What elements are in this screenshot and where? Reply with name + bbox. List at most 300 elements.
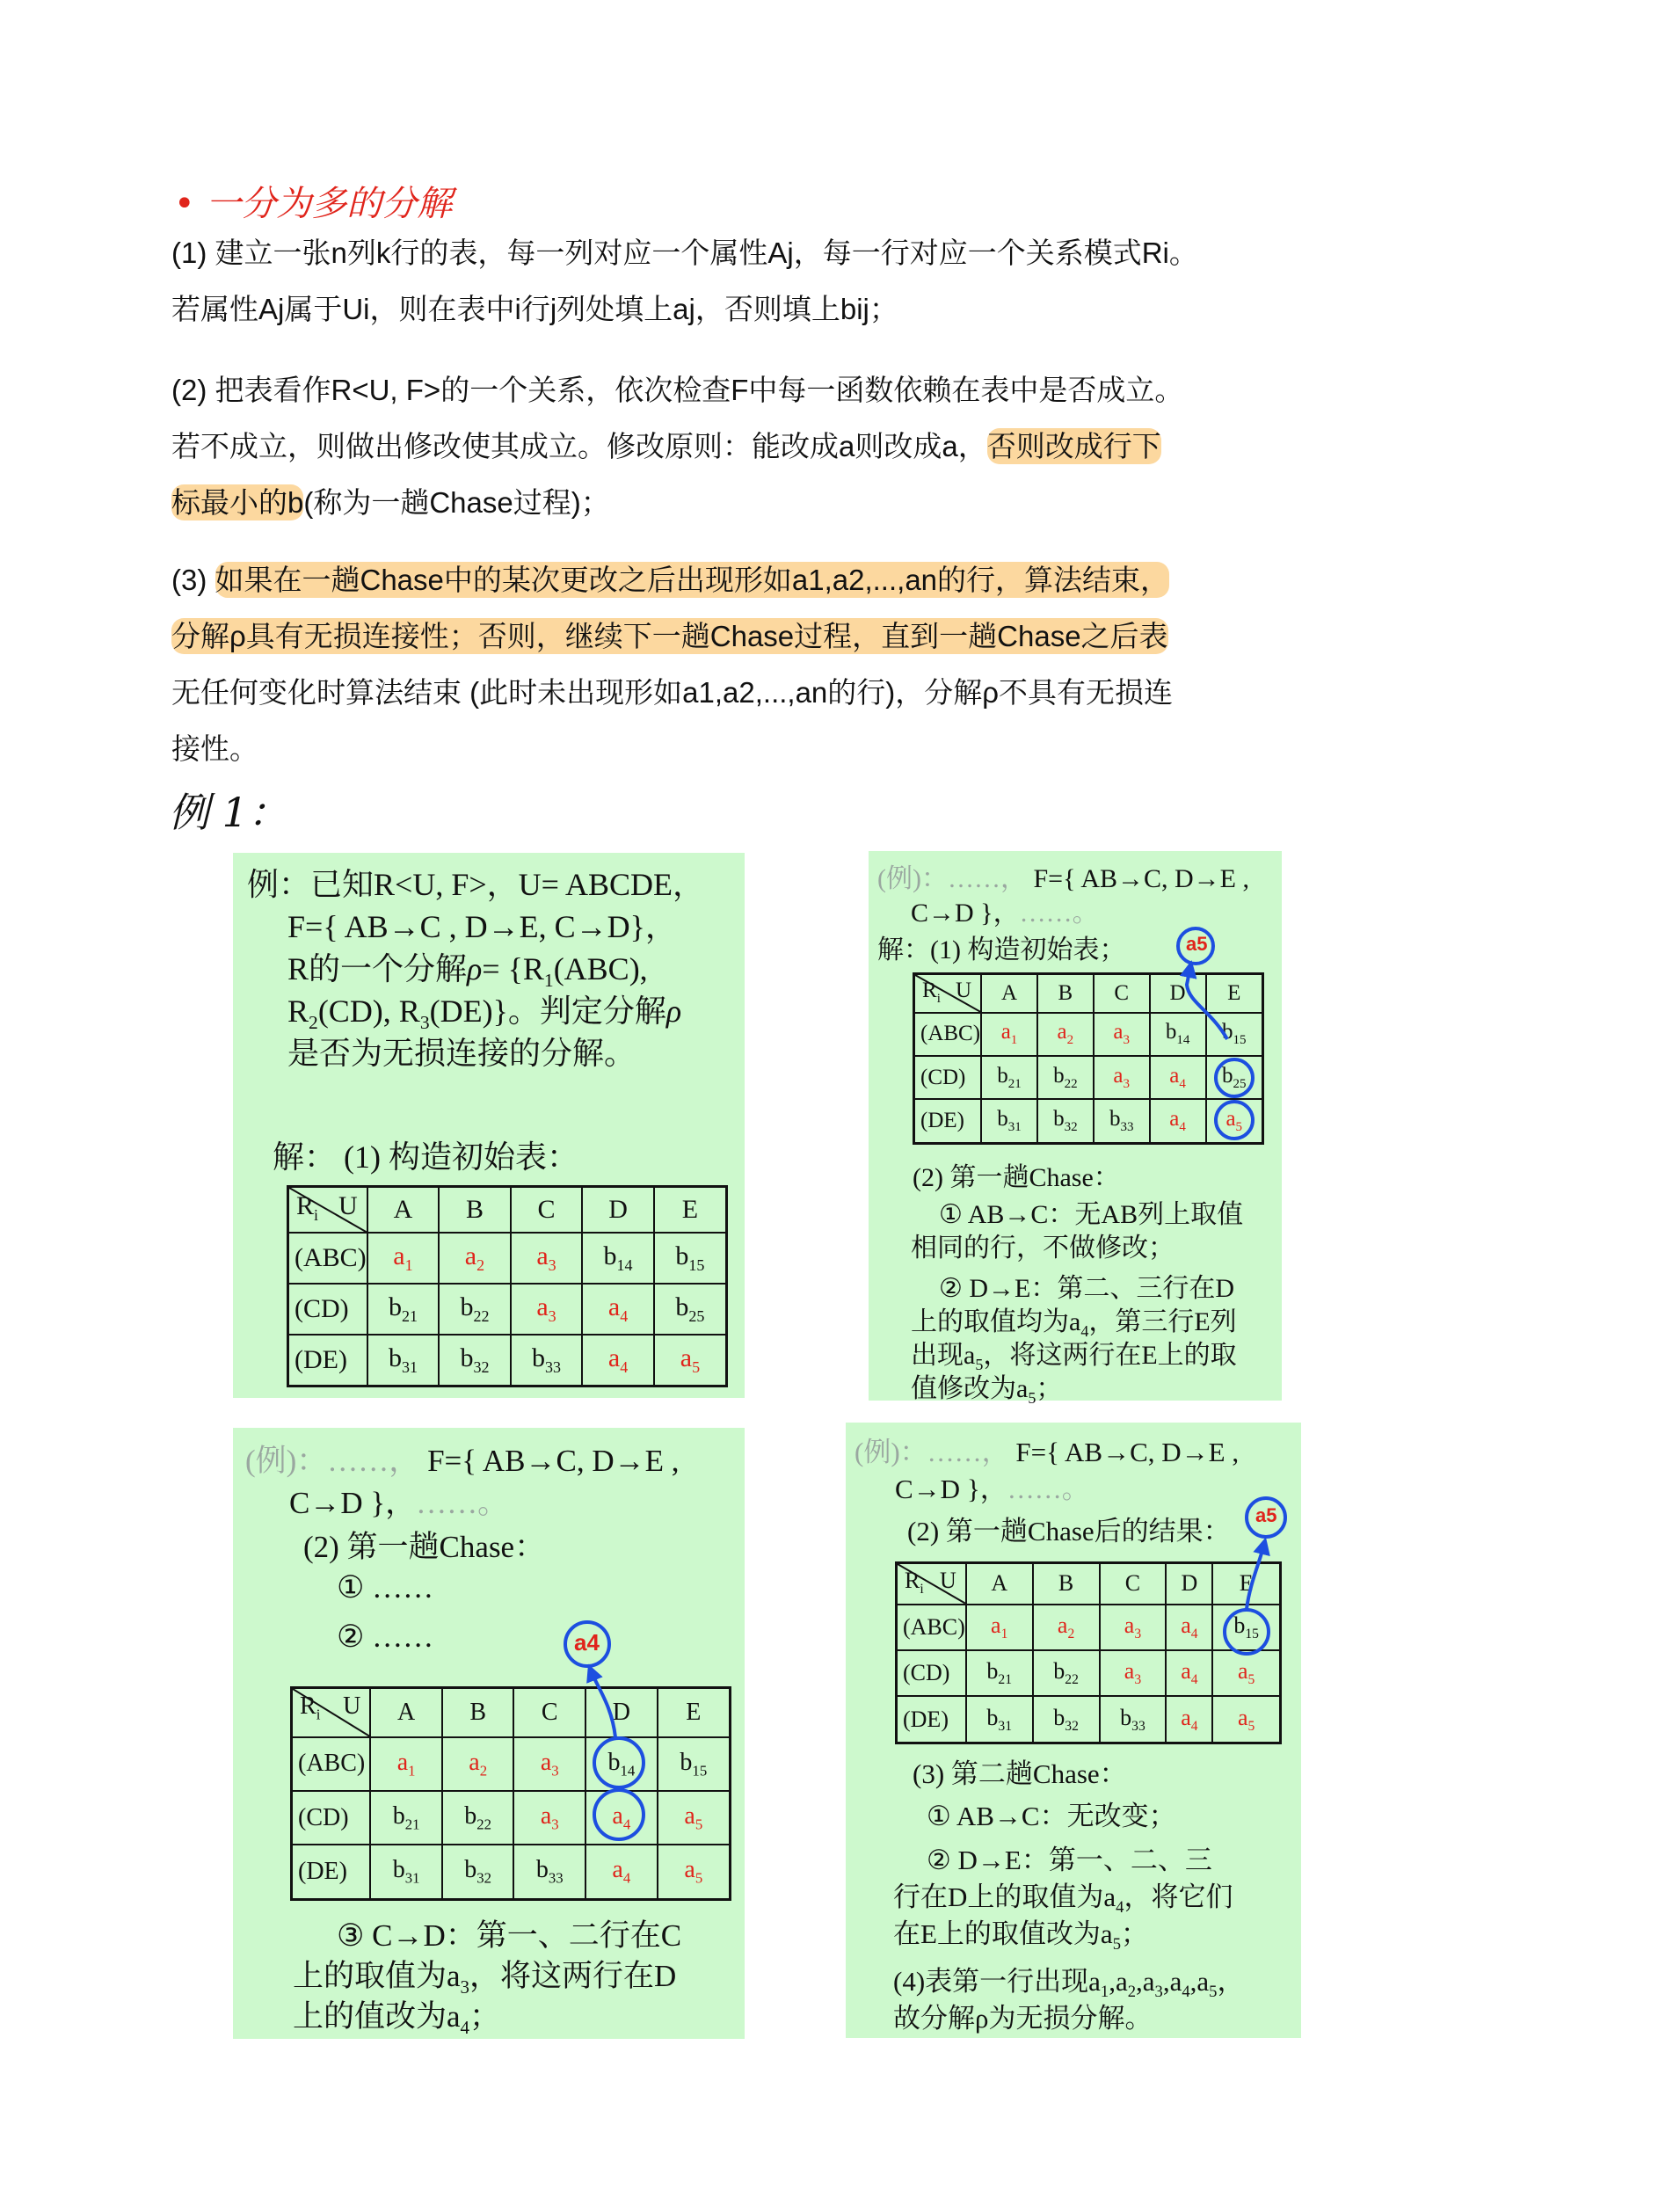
table-row (292, 1737, 731, 1791)
column-header-e: E (1212, 1563, 1280, 1605)
sub: i (316, 1706, 321, 1723)
panel1-line4b: (CD), R (317, 993, 420, 1029)
cell-subscript: 33 (545, 1357, 561, 1376)
chase-table-pass1-result (895, 1561, 1282, 1744)
step2-text (171, 362, 1288, 531)
table-cell (1212, 1696, 1280, 1743)
table-row (914, 1056, 1263, 1099)
cell-subscript: 22 (1065, 1672, 1079, 1688)
table-cell (582, 1335, 654, 1386)
column-header-d: D (585, 1688, 658, 1737)
column-header-c: C (1100, 1563, 1167, 1605)
cell-subscript: 4 (620, 1357, 629, 1376)
step3-prefix: (3) (171, 564, 215, 596)
cell-subscript: 32 (473, 1357, 490, 1376)
cell-symbol: b (460, 1292, 474, 1321)
table-header-row (292, 1688, 731, 1737)
column-header-c: C (513, 1688, 585, 1737)
table-cell (439, 1284, 511, 1335)
table-cell (511, 1335, 583, 1386)
cell-subscript: 1 (1010, 1033, 1018, 1048)
cell-symbol: b (680, 1748, 693, 1776)
sub: 2 (309, 1012, 318, 1034)
table-cell (367, 1233, 440, 1284)
panel3-line4: ① …… (337, 1570, 434, 1605)
header-corner-cell (292, 1688, 371, 1737)
panel1-line6: 解： (1) 构造初始表： (273, 1139, 578, 1175)
panel2-line3: 解：(1) 构造初始表； (877, 935, 1126, 964)
table-cell (1033, 1605, 1100, 1650)
header-u-label: U (956, 979, 972, 1002)
cell-subscript: 33 (548, 1869, 564, 1887)
table-header-row (914, 974, 1263, 1013)
row-header-cell: (ABC) (914, 1013, 982, 1056)
header-r-text: R (905, 1568, 920, 1593)
cell-symbol: b (1120, 1704, 1132, 1730)
row-header-cell: (DE) (288, 1335, 367, 1386)
panel1-line2: F={ AB→C , D→E, C→D}， (287, 909, 677, 944)
panel1-line5: 是否为无损连接的分解。 (287, 1036, 636, 1071)
panel2-line5: ① AB→C：无AB列上取值 (939, 1200, 1244, 1229)
panel1-line4a: R (287, 993, 309, 1029)
table-cell (1094, 1099, 1150, 1143)
cell-subscript: 25 (688, 1307, 705, 1325)
ellipsis-text: ……。 (1019, 899, 1099, 928)
panel4-line7b: ，将它们 (1124, 1881, 1233, 1912)
table-cell (442, 1845, 514, 1899)
row-header-cell: (DE) (897, 1696, 966, 1743)
panel4-line1-main: F={ AB→C, D→E , (1015, 1437, 1240, 1467)
cell-symbol: a (469, 1748, 480, 1776)
panel2-line1 (877, 856, 1249, 895)
column-header-d: D (1166, 1563, 1212, 1605)
panel3-line7a: 上的取值为a (293, 1959, 461, 1993)
cell-subscript: 2 (1066, 1033, 1074, 1048)
panel2-line7: ② D→E：第二、三行在D (939, 1274, 1235, 1303)
cell-symbol: b (532, 1343, 545, 1372)
highlight: 否则改成行下 (986, 430, 1161, 462)
column-header-c: C (1094, 974, 1150, 1013)
cell-symbol: a (1238, 1704, 1248, 1730)
sub: 5 (1112, 1935, 1121, 1954)
cell-symbol: a (1225, 1107, 1236, 1132)
header-u-label: U (940, 1568, 956, 1593)
step3-line2 (171, 608, 1288, 665)
header-corner-cell (914, 974, 982, 1013)
panel4-line1 (855, 1430, 1239, 1469)
step2-line2 (171, 418, 1288, 475)
cell-subscript: 31 (1007, 1120, 1022, 1135)
table-row (288, 1284, 727, 1335)
panel3-line3: (2) 第一趟Chase： (303, 1530, 546, 1564)
cell-subscript: 3 (548, 1307, 556, 1325)
cell-symbol: b (1165, 1020, 1177, 1044)
header-corner-cell (897, 1563, 966, 1605)
chase-table-pass1-step3 (290, 1686, 731, 1901)
cell-subscript: 5 (1247, 1672, 1255, 1688)
table-cell (658, 1737, 731, 1791)
cell-symbol: b (535, 1856, 549, 1884)
cell-subscript: 4 (1179, 1120, 1186, 1135)
sub: i (314, 1206, 319, 1224)
header-r-text: R (300, 1692, 316, 1720)
cell-symbol: b (392, 1856, 405, 1884)
cell-symbol: b (1053, 1658, 1065, 1685)
cell-symbol: b (1053, 1704, 1065, 1730)
example-panel-1 (233, 853, 745, 1398)
table-cell (981, 1056, 1037, 1099)
column-header-e: E (1206, 974, 1263, 1013)
cell-subscript: 15 (1245, 1626, 1259, 1641)
cell-subscript: 4 (622, 1869, 631, 1887)
sub: 4 (1116, 1898, 1124, 1918)
cell-subscript: 5 (1247, 1718, 1255, 1734)
cell-symbol: a (607, 1292, 621, 1321)
header-r-label (922, 979, 941, 1007)
panel1-line1: 例：已知R<U, F>，U= ABCDE， (247, 867, 704, 902)
panel4-line10: 故分解ρ为无损分解。 (893, 2003, 1153, 2034)
example-panel-2 (869, 851, 1282, 1407)
table-cell (1100, 1605, 1167, 1650)
column-header-a: A (370, 1688, 442, 1737)
cell-subscript: 1 (408, 1762, 416, 1780)
cell-subscript: 3 (1123, 1033, 1131, 1048)
cell-subscript: 22 (1064, 1076, 1078, 1091)
column-header-c: C (511, 1187, 583, 1234)
table-cell (981, 1013, 1037, 1056)
cell-symbol: b (997, 1063, 1008, 1088)
panel1-line4 (287, 986, 681, 1034)
cell-symbol: a (536, 1241, 549, 1271)
cell-symbol: b (392, 1801, 405, 1830)
cell-symbol: b (675, 1241, 689, 1271)
column-header-b: B (439, 1187, 511, 1234)
cell-symbol: a (684, 1856, 695, 1884)
table-cell (511, 1233, 583, 1284)
cell-subscript: 22 (473, 1307, 490, 1325)
panel3-line6: ③ C→D：第一、二行在C (337, 1918, 682, 1953)
highlight: 如果在一趟Chase中的某次更改之后出现形如a1,a2,...,an的行，算法结束， (215, 564, 1170, 596)
sub: 4 (1182, 1983, 1190, 2002)
row-header-cell: (DE) (292, 1845, 371, 1899)
panel3-line2 (289, 1479, 508, 1523)
step2-line3-plain: (称为一趟Chase过程)； (303, 486, 610, 519)
table-cell (439, 1233, 511, 1284)
cell-subscript: 32 (1065, 1718, 1079, 1734)
cell-symbol: a (540, 1748, 552, 1776)
sub: 3 (419, 1012, 430, 1034)
table-cell (1094, 1056, 1150, 1099)
cell-symbol: a (1124, 1612, 1135, 1638)
step1-line1: (1) 建立一张n列k行的表，每一列对应一个属性Aj，每一行对应一个关系模式Ri。 (171, 237, 1198, 269)
cell-subscript: 14 (616, 1256, 633, 1275)
table-cell (1166, 1650, 1212, 1696)
cell-subscript: 3 (551, 1762, 559, 1780)
table-cell (582, 1284, 654, 1335)
step2-line2-plain: 若不成立，则做出修改使其成立。修改原则：能改成a则改成a， (171, 430, 987, 462)
cell-subscript: 3 (1134, 1626, 1142, 1641)
cell-subscript: 21 (401, 1307, 418, 1325)
panel1-line3a: R的一个分解 (287, 951, 468, 986)
cell-symbol: b (464, 1856, 477, 1884)
cell-symbol: a (1057, 1020, 1067, 1044)
panel1-line3b: = {R (482, 951, 544, 986)
cell-symbol: a (393, 1241, 405, 1271)
column-header-a: A (966, 1563, 1033, 1605)
table-cell (370, 1845, 442, 1899)
cell-symbol: a (1113, 1020, 1124, 1044)
table-cell (1037, 1056, 1094, 1099)
panel3-line2-main: C→D }， (289, 1486, 417, 1520)
cell-subscript: 1 (1000, 1626, 1008, 1641)
table-cell (1150, 1013, 1206, 1056)
table-cell (513, 1737, 585, 1791)
cell-symbol: a (680, 1343, 693, 1372)
panel4-line5: ① AB→C：无改变； (927, 1801, 1176, 1831)
table-cell (1037, 1099, 1094, 1143)
table-cell (1206, 1013, 1263, 1056)
panel3-line1 (245, 1437, 680, 1481)
table-cell (1166, 1696, 1212, 1743)
table-cell (442, 1791, 514, 1845)
table-cell (1037, 1013, 1094, 1056)
header-u-label: U (338, 1191, 358, 1220)
panel2-line9b: ，将这两行在E上的取 (983, 1341, 1237, 1370)
table-cell (1206, 1099, 1263, 1143)
panel3-line7b: ，将这两行在D (469, 1959, 677, 1993)
cell-subscript: 4 (1190, 1626, 1198, 1641)
panel3-line8a: 上的值改为a (293, 1999, 461, 2034)
example-panel-4 (846, 1423, 1301, 2038)
step3-line1 (171, 552, 1288, 608)
panel2-line10a: 值修改为a (911, 1374, 1029, 1403)
header-corner-cell (288, 1187, 367, 1234)
ellipsis-text: ……。 (416, 1486, 509, 1520)
panel2-line1-main: F={ AB→C, D→E , (1033, 864, 1250, 893)
sub: 1 (543, 970, 554, 992)
panel4-line9-sep3: ,a (1162, 1966, 1182, 1997)
chase-table-initial-small (913, 972, 1264, 1145)
table-header-row (288, 1187, 727, 1234)
cell-symbol: a (684, 1801, 695, 1830)
table-cell (1206, 1056, 1263, 1099)
panel4-line9a: (4)表第一行出现a (893, 1966, 1101, 1997)
sub: 3 (1154, 1983, 1163, 2002)
panel4-line6: ② D→E：第一、二、三 (927, 1845, 1212, 1875)
table-cell (511, 1284, 583, 1335)
cell-symbol: a (1057, 1612, 1068, 1638)
cell-subscript: 15 (1233, 1033, 1247, 1048)
cell-symbol: a (1181, 1704, 1191, 1730)
panel2-line9a: 出现a (911, 1341, 976, 1370)
cell-symbol: b (997, 1107, 1008, 1132)
ellipsis-text: ……。 (1007, 1474, 1089, 1504)
panel2-line2 (911, 891, 1099, 929)
cell-subscript: 33 (1131, 1718, 1145, 1734)
highlight: 分解ρ具有无损连接性；否则，继续下一趟Chase过程，直到一趟Chase之后表 (171, 620, 1168, 652)
table-cell (1033, 1650, 1100, 1696)
cell-subscript: 14 (620, 1762, 636, 1780)
cell-symbol: b (603, 1241, 617, 1271)
panel4-line9-sep4: ,a (1189, 1966, 1210, 1997)
cell-subscript: 21 (998, 1672, 1013, 1688)
table-row (914, 1013, 1263, 1056)
column-header-d: D (1150, 974, 1206, 1013)
panel2-line10 (911, 1366, 1062, 1408)
table-cell (585, 1791, 658, 1845)
table-cell (1212, 1650, 1280, 1696)
table-cell (585, 1845, 658, 1899)
step3-text (171, 552, 1288, 777)
column-header-b: B (1037, 974, 1094, 1013)
cell-symbol: a (1181, 1612, 1191, 1638)
column-header-b: B (1033, 1563, 1100, 1605)
panel4-line9-sep2: ,a (1136, 1966, 1155, 1997)
column-header-a: A (981, 974, 1037, 1013)
panel3-line1-main: F={ AB→C, D→E , (427, 1444, 680, 1478)
cell-subscript: 3 (1123, 1076, 1131, 1091)
cell-subscript: 3 (548, 1256, 556, 1275)
ellipsis-text: (例)：……， (877, 864, 1027, 893)
row-header-cell: (CD) (897, 1650, 966, 1696)
step1-text (171, 225, 1288, 338)
cell-subscript: 2 (1067, 1626, 1075, 1641)
panel4-line2 (895, 1467, 1089, 1506)
step3-line4: 接性。 (171, 732, 258, 765)
table-cell (654, 1233, 727, 1284)
cell-symbol: b (1053, 1063, 1065, 1088)
cell-subscript: 4 (1190, 1718, 1198, 1734)
cell-subscript: 22 (476, 1816, 492, 1833)
table-cell (966, 1605, 1033, 1650)
table-row (897, 1650, 1281, 1696)
panel4-line8 (893, 1911, 1148, 1954)
table-cell (367, 1335, 440, 1386)
cell-subscript: 33 (1120, 1120, 1134, 1135)
cell-subscript: 3 (551, 1816, 559, 1833)
cell-symbol: a (1113, 1063, 1124, 1088)
cell-symbol: a (1169, 1063, 1180, 1088)
panel2-line4: (2) 第一趟Chase： (913, 1163, 1120, 1192)
cell-subscript: 4 (1179, 1076, 1186, 1091)
cell-subscript: 3 (1134, 1672, 1142, 1688)
panel2-line6: 相同的行，不做修改； (911, 1234, 1175, 1263)
panel4-line8a: 在E上的取值改为a (893, 1918, 1113, 1949)
sub: 1 (1100, 1983, 1109, 2002)
panel2-line10b: ； (1036, 1374, 1063, 1403)
cell-subscript: 4 (620, 1307, 629, 1325)
ellipsis-text: (例)：……， (855, 1437, 1009, 1467)
header-r-label (296, 1191, 318, 1225)
cell-subscript: 1 (404, 1256, 413, 1275)
cell-symbol: b (1109, 1107, 1121, 1132)
cell-symbol: b (986, 1704, 999, 1730)
panel4-line9-sep1: ,a (1109, 1966, 1128, 1997)
panel2-line2-main: C→D }， (911, 899, 1020, 928)
row-header-cell: (ABC) (897, 1605, 966, 1650)
sub: 5 (975, 1356, 984, 1373)
sub: 4 (1080, 1322, 1089, 1340)
step2-line1: (2) 把表看作R<U, F>的一个关系，依次检查F中每一函数依赖在表中是否成立。 (171, 374, 1184, 406)
cell-subscript: 14 (1176, 1033, 1190, 1048)
panel1-line3c: (ABC), (553, 951, 648, 986)
step1-line2: 若属性Aj属于Ui，则在表中i行j列处填上aj，否则填上bij； (171, 293, 898, 325)
table-cell (439, 1335, 511, 1386)
cell-symbol: a (612, 1801, 623, 1830)
table-cell (1100, 1650, 1167, 1696)
rho: ρ (467, 951, 483, 986)
panel4-line2-main: C→D }， (895, 1474, 1007, 1504)
panel3-line5: ② …… (337, 1619, 434, 1654)
panel1-line4c: (DE)}。判定分解 (429, 993, 666, 1029)
ellipsis-text: (例)：……， (245, 1444, 420, 1478)
table-cell (585, 1737, 658, 1791)
cell-symbol: a (464, 1241, 477, 1271)
table-row (288, 1233, 727, 1284)
table-cell (1212, 1605, 1280, 1650)
header-r-label (300, 1692, 320, 1724)
column-header-d: D (582, 1187, 654, 1234)
table-cell (966, 1650, 1033, 1696)
example-label: 例 1： (169, 789, 288, 836)
cell-subscript: 21 (404, 1816, 420, 1833)
table-cell (513, 1845, 585, 1899)
table-row (292, 1845, 731, 1899)
cell-symbol: b (1222, 1063, 1233, 1088)
panel4-line7a: 行在D上的取值为a (893, 1881, 1116, 1912)
cell-symbol: a (991, 1612, 1001, 1638)
table-row (292, 1791, 731, 1845)
cell-symbol: a (396, 1748, 409, 1776)
cell-symbol: a (607, 1343, 621, 1372)
table-row (897, 1605, 1281, 1650)
highlight: 标最小的b (171, 486, 304, 519)
cell-subscript: 4 (1190, 1672, 1198, 1688)
marker-label-a5-panel4: a5 (1255, 1504, 1277, 1526)
sub: 4 (460, 2017, 470, 2038)
cell-symbol: a (536, 1292, 549, 1321)
cell-symbol: b (388, 1343, 402, 1372)
example-panel-3 (233, 1428, 745, 2039)
cell-symbol: a (1169, 1107, 1180, 1132)
table-row (288, 1335, 727, 1386)
cell-subscript: 2 (479, 1762, 488, 1780)
table-row (914, 1099, 1263, 1143)
cell-subscript: 5 (695, 1816, 703, 1833)
table-row (897, 1696, 1281, 1743)
cell-subscript: 5 (1235, 1120, 1243, 1135)
cell-symbol: a (1238, 1658, 1248, 1685)
cell-subscript: 2 (476, 1256, 485, 1275)
table-cell (367, 1284, 440, 1335)
table-cell (654, 1284, 727, 1335)
cell-subscript: 4 (622, 1816, 631, 1833)
table-cell (1150, 1056, 1206, 1099)
cell-subscript: 21 (1007, 1076, 1022, 1091)
cell-subscript: 31 (404, 1869, 420, 1887)
panel1-line3 (287, 944, 648, 992)
cell-symbol: b (1222, 1020, 1233, 1044)
marker-label-a5-panel2: a5 (1186, 933, 1208, 955)
marker-label-a4-panel3: a4 (574, 1629, 600, 1656)
table-cell (582, 1233, 654, 1284)
chase-table-initial (287, 1185, 728, 1387)
section-heading: • 一分为多的分解 (174, 184, 453, 224)
cell-symbol: a (540, 1801, 552, 1830)
cell-symbol: b (675, 1292, 689, 1321)
cell-subscript: 32 (476, 1869, 492, 1887)
column-header-b: B (442, 1688, 514, 1737)
